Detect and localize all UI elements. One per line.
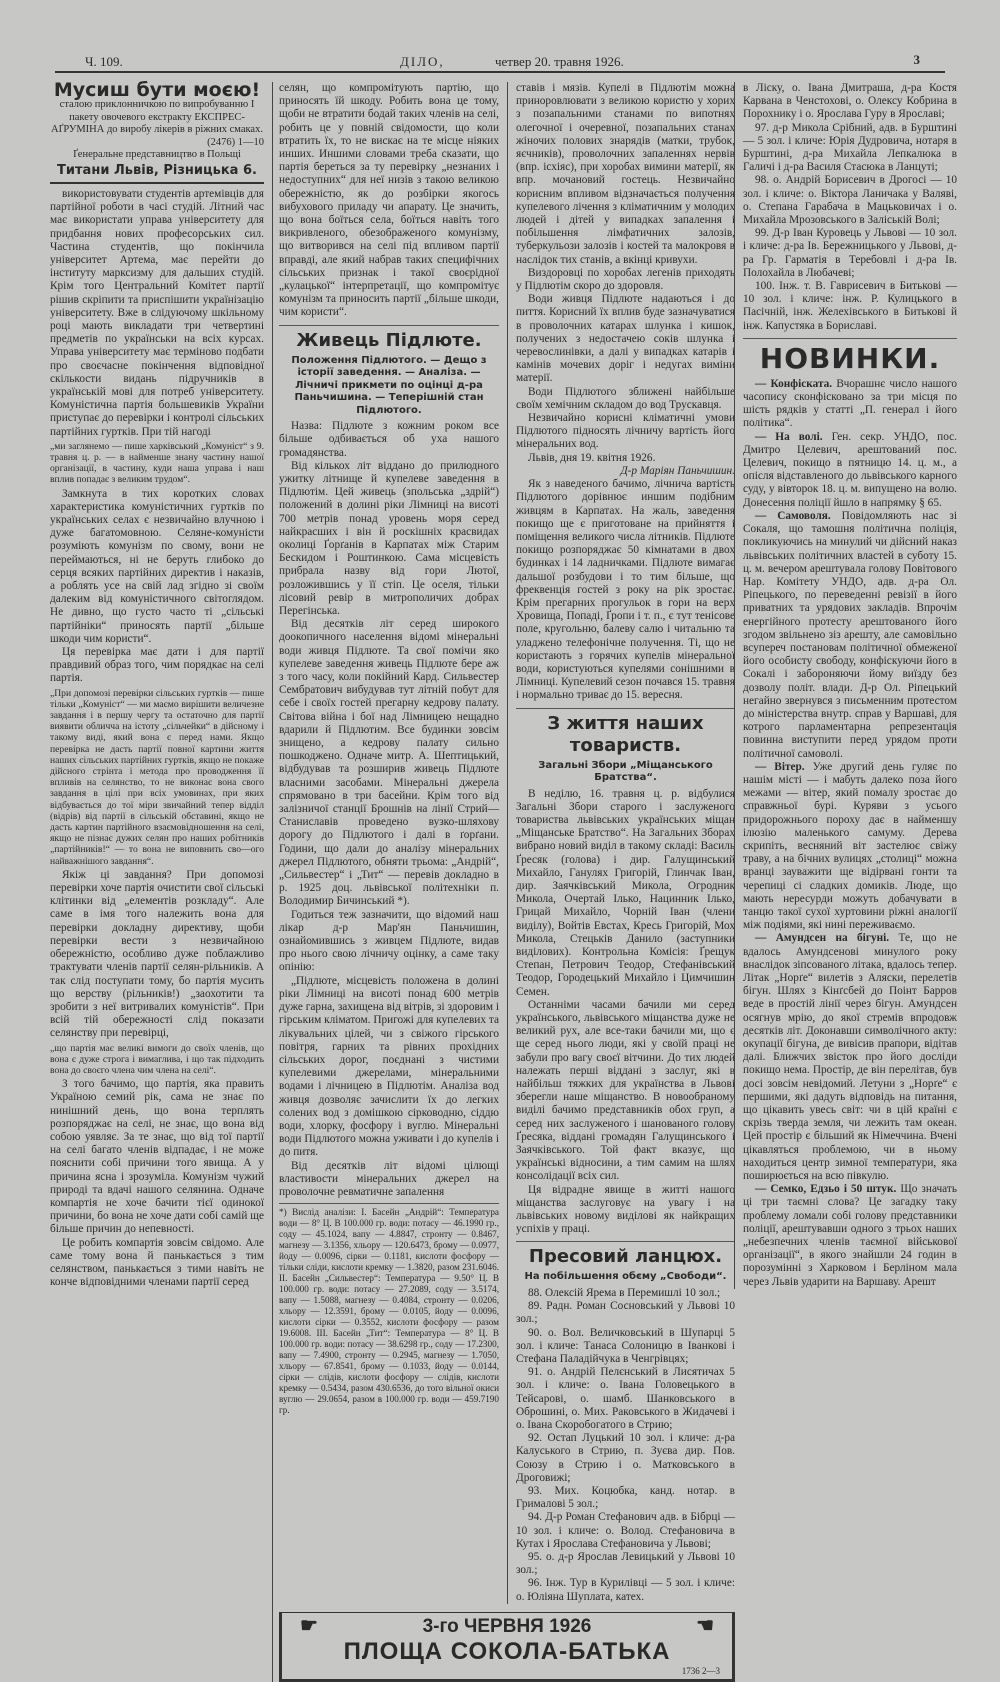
ad-agent: Ґенеральне представництво в Польщі: [73, 149, 241, 161]
news-item: [743, 510, 957, 761]
list-item: 93. Мих. Коцюбка, канд. нотар. в Грималові 5 зол.;: [516, 1485, 735, 1511]
signature: Д-р Маріян Паньчишин.: [620, 464, 735, 477]
pointing-hand-icon: ☛: [300, 1614, 318, 1637]
article-paragraph: Від десятків літ відомі цілющі властивости мінеральних джерел на проволочне ревматичне запалення: [279, 1159, 499, 1198]
list-item: 90. о. Вол. Величковський в Шупарці 5 зол. і кличе: Танаса Солоницю в Іванкові і Стефана Паладійчука в Ченгрівцях;: [516, 1326, 735, 1365]
news-lead: — Самоволя.: [755, 509, 831, 522]
list-item: 88. Олексій Ярема в Перемишлі 10 зол.;: [528, 1286, 721, 1299]
article-paragraph: Годиться теж зазначити, що відомий наш лікар д-р Мар'ян Паньчишин, ознайомившись з живцем Підлюте, видав про нього свою лічничу оцінку, а саме таку опінію:: [279, 908, 499, 974]
news-item: [743, 378, 957, 431]
ad-place: ПЛОЩА СОКОЛА-БАТЬКА: [343, 1637, 671, 1665]
list-item: в Ліску, о. Івана Дмитраша, д-ра Костя Карвана в Ченстохові, о. Олексу Кобрина в Порохнику і о. Ярослава Гуру в Ярославі;: [743, 82, 957, 121]
section-subheading: На побільшення обєму „Свободи“.: [524, 1271, 727, 1283]
news-text: Вчорашнє число нашого часопису сконфісковано за три місця по шість рядків у статті „П. генерал і його політика“.: [743, 377, 957, 430]
list-item: 94. Д-р Роман Стефанович адв. в Бібрці — 10 зол. і кличе: о. Волод. Стефановича в Кутах і Ярослава Стефановича у Львові;: [516, 1511, 735, 1550]
news-text: Що значать ці три таємні слова? Це загадку таку проблему ломали собі голову представники поліції, арештувавши одного з трьох наших „небезпечних членів таємної військової організації“, в якого знайшли 24 годин в порозумінні з Харковом і Берліном мала через Львів ударити на Варшаву. Арешт: [743, 1183, 957, 1288]
list-item: 99. Д-р Іван Куровець у Львові — 10 зол. і кличе: д-ра Ів. Бережницького у Львові, д-ра Гр. Гарматія в Теребовлі і д-ра Ів. Полохайла в Любачеві;: [743, 227, 957, 279]
middle-columns: [272, 82, 735, 1682]
news-item: [743, 431, 957, 510]
article-heading: Живець Підлюте.: [279, 325, 499, 352]
article-paragraph: Води Підлютого зближені найбільше своїм хемічним складом до вод Трускавця.: [516, 385, 735, 411]
list-item: 91. о. Андрій Пелєнський в Лисятичах 5 зол. і кличе: о. Івана Головецького в Тейсарові, о. шамб. Шанковського в Оброшині, о. Мих. Раковського в Жидачеві і о. Івана Скоробогатого в Стрию;: [516, 1366, 735, 1431]
news-text: Уже другий день гуляє по нашім місті — і мабуть далеко поза його межами — вітер, який помалу зростає до справжньої бурі. Куряви з усього придорожнього пороху дає в найменшу ілюзію маленького самуму. Дерева скрипіть, весняний віт застелює свіжу траву, а на бічних вулицях „столиці“ можна вранці зауважити ще відірвані гонти та черепиці сі сладких домиків. Люде, що мають нересурди можуть добачувати в танцю такої сухої хуртовини ріжні аналогії між подіями, які нині переживаємо.: [743, 760, 958, 932]
article-paragraph: В неділю, 16. травня ц. р. відбулися Загальні Збори старого і заслуженого товариства львівських українських міщан „Міщанське Братство“. На Загальних Зборах вибрано новий виділ в такому складі: Василь Ґресяк (голова) і дир. Галущинський Михайло, Ганулях Григорій, Глинчак Іван, дир. Заячківський Микола, Огродник Микола, Очертай Ілько, Нацинник Ілько, Грицай Михайло, Чорній Іван (члени виділу), Войтів Евстах, Кресь Григорій, Мох Микола, Стецьків Данило (заступники виділових). Контрольна Комісія: Ґрещук Степан, Петрович Теодор, Стефанівський Теодор, Городецький Михайло і Цимчишин Семен.: [516, 787, 735, 998]
article-paragraph: Як з наведеного бачимо, лічнича вартість Підлютого дорівнює иншим подібним живцям в Карпатах. На жаль, заведення покищо ще є приготоване на прийняття і поміщення великого числа літників. Підлюте покищо розпоряджає 50 кімнатами в двох будинках і 14 ладничками. Підлюте вимагає дальшої розбудови і то тим більше, що фреквенція гостей з року на рік зростає. Крім прегарних прогульок в гори на верх Хровища, Попаді, Ґропи і т. п., є тут тенісове поле, кругольню, балеву салю і читальню та уладжено телефонічне получення. Ті, що не користають з горячих купелів мінеральної води, користуються купелями сонішними в Лімниці. Купелевий сезон почався 15. травня і нормально триває до 15. вересня.: [516, 478, 735, 702]
ad-date: 3-го ЧЕРВНЯ 1926: [422, 1615, 592, 1637]
list-item: 100. Інж. т. В. Гаврисевич в Битькові — 10 зол. і кличе: інж. Р. Кулицького в Пасічній, інж. Желехівського в Битькові й інж. Капустяка в Бориславі.: [743, 280, 957, 332]
article-paragraph: Ця перевірка має дати і для партії правдивий образ того, чим порядкає на селі партія.: [50, 646, 264, 685]
column-3: [507, 82, 735, 1604]
news-lead: — Амундсен на бігуні.: [755, 932, 890, 945]
date-line: Львів, дня 19. квітня 1926.: [528, 451, 656, 464]
advertisement-bottom: [279, 1612, 735, 1682]
article-paragraph: Якіж ці завдання? При допомозі перевірки хоче партія очистити свої сільські клітинки від „елементів розкладу“. Але саме в імя того належить вона для перевірки докладну директиву, щоби перевірки вести з незвичайною обережністю, особливо дуже поблажливо трактувати членів партії селян-рільників. А так слід поступати тому, бо партія мусить що верству (рільників!) „заохотити та зробити з неї витривалих комуністів“. При всій тій обережності слід показати селянству при перевірці,: [50, 868, 264, 1040]
article-paragraph: Останніми часами бачили ми серед українського, львівського міщанства дуже не великий рух, але все-таки бачили ми, що є ще серед нього люди, які у своїй праці не забули про вагу своєї вітчини. До тих людей належать перші віддані з заслуг, які в найбільш тяжких для українства в Львові зберегли наше міщанство. В новообраному виділі бачимо представників обох груп, а серед них заслуженого і шанованого голову Ґресяка, віддані громадян Галущинського і Заячківського. Той факт вказує, що українські відносини, а тим самим на шлях консолідації всіх сил.: [516, 998, 735, 1183]
article-paragraph: Незвичайно корисні кліматичні умови Підлютого підносять лічничу вартість його мінеральних вод.: [516, 412, 735, 451]
list-item: 98. о. Андрій Борисевич в Дрогосі — 10 зол. і кличе: о. Віктора Ланичака у Валяві, о. Степана Гарабача в Мацьковичах і о. Михайла Мрозовського в Заліській Волі;: [743, 174, 957, 227]
news-lead: — Семко, Едзьо і 50 штук.: [755, 1183, 897, 1196]
quote: „що партія має великі вимоги до своїх членів, що вона є дуже строга і вимаглива, і що так підходить вона до своєго члена чим члена на селі“.: [50, 1042, 264, 1076]
article-paragraph: Води живця Підлюте надаються і до пиття. Корисний їх вплив буде зазначуватися в проволочних катарах шлунка і кишок, получених з недостачею соків шлунка і черевослинівки, а далі у випадках катарів і камінів мочевих доріг і недугах виміни матерії.: [516, 293, 735, 385]
article-paragraph: використовувати студентів артемівців для партійної роботи в часі студій. Літний час має використати управа університету для придбання нових професорських сил. Частина студентів, що покінчила університет Артема, має перейти до інституту марксизму для дальших студій. Крім того Центральний Комітет партії рішив скріпити та приспішити українізацію університету. Вже в слідуючому шкільному році мають викладати три четвертині предметів по українськи на всіх курсах. Управа університету має терміново подбати про своєчасне покінчення відповідної скількости видань підручників в українській мові для потреб університету. Комуністична партія большевиків України приступає до перевірки і контролі сільських партійних гуртків. При тій нагоді: [50, 187, 264, 438]
list-item: 96. Інж. Тур в Курилівці — 5 зол. і кличе: о. Юліяна Шуплата, катех.: [516, 1577, 735, 1603]
article-subheading: Положення Підлютого. — Дещо з історії заведення. — Аналіза. — Лічничі прикмети по оцінці д-ра Паньчишина. — Теперішній стан Підлютого.: [291, 354, 487, 416]
article-paragraph: селян, що компромітують партію, що приносять їй шкоду. Робить вона це тому, щоби не втратити бодай таких членів на селі, робить це у повній свідомости, що коли втратить їх, то не вискає на те місце ніяких инших. Иншими словами треба сказати, що партія береться за ту перевірку „незнаних і недоступних“ для неї низів з такою великою обережністю, як до розбірки якогось вибухового приладу чи апарату. Це значить, що вона боїться села, боїться навіть того викривленого, обезображеного комунізму, що витворився на селі під впливом партії вправді, але який набрав таких специфічних сільських признак і такої своєрідної „кулацької“ інтерпретації, що компромітує комунізм та приносить партії „більше шкоди, чим користи“.: [279, 82, 499, 319]
ad-text: сталою приклонничкою по випробуванню І пакету овочевого екстракту ЕКСПРЕС-АҐРУМІНА до виробу лікерів в ріжних смаках.: [51, 99, 263, 136]
section-subheading: Загальні Збори „Міщанського Братства“.: [538, 759, 713, 784]
news-text: Ген. секр. УНДО, пос. Дмитро Целевич, арештований пос. Целевич, покищо в пятницю 14. ц. м., а опісля відставленого до львівського карного суду, у вівторок 18. ц. м. випущено на волю. Донесення поліції йшло в напрямку § 65.: [743, 430, 957, 509]
page-number: 3: [913, 52, 920, 67]
pointing-hand-icon: ☚: [696, 1614, 714, 1637]
issue-date: четвер 20. травня 1926.: [495, 54, 624, 69]
quote: „ми заглянемо — пише харківський „Комуніст“ з 9. травня ц. р. — в найменше знану частину нашої організації, в частину, куди наша управа і наш вплив попадає з великим трудом“.: [50, 440, 264, 486]
list-item: 95. о. д-р Ярослав Левицький у Львові 10 зол.;: [516, 1551, 735, 1577]
news-item: [743, 761, 957, 933]
article-paragraph: Замкнута в тих коротких словах характеристика комуністичних гуртків по українських селах є незвичайно влучною і дуже багатомовною. Селяне-комуністи розуміють комунізм по свому, вони не переймаються, ні не беруть глибоко до серця всяких партійних директив і наказів, а роблять усе на свій лад згідно зі своїм далеким від комуністичного світоглядом. Не дивно, що густо часто ті „сільські партійніки“ приносять партії „більше шкоди чим користи“.: [50, 487, 264, 645]
column-4: [734, 82, 957, 1289]
column-2: [279, 82, 499, 1604]
list-item: 92. Остап Луцький 10 зол. і кличе: д-ра Калуського в Стрию, п. Зуєва дир. Пов. Союзу в Стрию і о. Матковського в Дроговижі;: [516, 1432, 735, 1484]
column-1: [50, 79, 264, 1289]
news-heading: НОВИНКИ.: [743, 338, 957, 375]
header-rule: [55, 71, 945, 73]
section-heading: З життя наших товариств.: [516, 708, 735, 757]
section-heading: Пресовий ланцюх.: [516, 1241, 735, 1268]
article-paragraph: Ця відрадне явище в житті нашого міщанства заслуговує на увагу і на львівських новому виділові як найкращих успіхів у праці.: [516, 1183, 735, 1236]
ad-title: Мусиш бути моєю!: [53, 79, 261, 101]
ad-address: Титани Львів, Різницька 6.: [57, 162, 257, 178]
ad-code: (2476) 1—10: [207, 136, 264, 148]
news-lead: — Вітер.: [755, 760, 805, 773]
article-paragraph: З того бачимо, що партія, яка править Україною семий рік, сама не знає по нинішний день, що вона терплять розпоряджає на селі, не знає, що вона від собою уявляє. За те знає, що від тої партії на селі багато членів відпадає, і не може пояснити собі причини того явища. А у причина ясна і зрозуміла. Комунізм чужий природі та вдачі нашого селянина. Одначе компартія не хоче бачити тієї одинокої причини, бо вона не хоче дати собі самій ще більше причин до непевності.: [50, 1078, 264, 1236]
list-item: 97. д-р Микола Срібний, адв. в Бурштині — 5 зол. і кличе: Юрія Дудровича, нотаря в Бурштині, д-ра Михайла Лепкалюка в Галичі і д-ра Василя Стасюка в Ланцуті;: [743, 121, 957, 174]
list-item: 89. Радн. Роман Сосновський у Львові 10 зол.;: [516, 1300, 735, 1326]
ad-code: 1736 2—3: [681, 1665, 720, 1676]
quote: „При допомозі перевірки сільських гуртків — пише тільки „Комуніст“ — ми маємо вирішити величезне завдання і в першу чергу та остаточно для партії виявити обличча на істоту „сільчейки“ в дійсному і такому виді, який вона є перед нами. Якщо перевірка не дасть партії повної картини життя наших сільських партійних гуртків, якщо не покаже дійсного стрінта і метода про проводження її впливів на селянство, то не виконає вона свого завдання в цілі при всіх умовинах, при яких відбувається до тої міри звичайний тепер відділ (відрів) від партії в сільській обставині, якщо не дасть картин партійного взаємовідношення на селі, якщо не пізнає дужих селян про наших робітників „партійників!“ — то вона не виповнить сво—ого найважнішого завдання“.: [50, 687, 264, 867]
article-paragraph: Це робить компартія зовсім свідомо. Але саме тому вона й панькається з тим селянством, панькається з тими навіть не конче відповідними членами партії серед: [50, 1236, 264, 1289]
news-lead: — Конфіската.: [755, 377, 833, 390]
advertisement-top: [50, 79, 264, 184]
article-paragraph: Від кількох літ віддано до прилюдного ужитку літнище й купелеве заведення в Підлютім. Цей живець (зпольська „здрій“) положений в долині ріки Лімниці на висоті 700 метрів понад уровень моря серед найкрасших і він й роскішніх красвидах околиці Ґорґанів в Карпатах між Старим Бескидом і Роштинкою. Сама місцевість прибрала назву від гори Лютої, розложившись у її стіп. Це оселя, тільки лісовий ревір в митрополичих добрах Перегінська.: [279, 459, 499, 617]
article-paragraph: Виздоровці по хоробах легенів приходять у Підлютім скоро до здоровля.: [516, 266, 735, 293]
article-paragraph: Назва: Підлюте з кожним роком все більше одбивається об уха нашого громадянства.: [279, 420, 499, 459]
article-paragraph: „Підлюте, місцевість положена в долині ріки Лімниці на висоті понад 600 метрів дуже гарна, захищена від вітрів, зі здоровим і гірським кліматом. Пригожі для купелевих та лікувальних цілей, чи з свіжого гірського повітря, гарних та рівних прохідних сільських дорог, поєднані з чистими купелевими джерелами, мінеральними водами і лічницею в Підлютім. Аналіза вод живця дозволяє зачислити їх до легких солених вод з домішкою сірководню, сіддю води, хлорку, фосфору і вуглю. Мінеральні води Підлютого можна уживати і до купелів і до питя.: [279, 974, 499, 1159]
issue-number: Ч. 109.: [85, 54, 123, 69]
news-item: [743, 1183, 957, 1289]
page-header: [55, 52, 945, 72]
article-paragraph: ставів і мязів. Купелі в Підлютім можна приноровлювати з великою користю у хорих з позапальними станами по випотнях олегочної і очеревної, позапальних станах жіночих полових знарядів (матки, трубок, яєчників), проволочних запаленнях нервів (впр. ісхіяс), при хоробах вимини матерії, як впр. мочановий гостець. Незвичайно корисним впливом відзначається получення купелевого лічення з кліматичним у молодих людей і дітей у випадках запалення і побільшення лімфатичних залозів, туберкульози залозів і костей та малокровя в наслідок тих станів, а вкінці кривухи.: [516, 82, 735, 266]
news-text: Повідомляють нас зі Сокаля, що тамошня політична поліція, покликуючись на минулий чи дійсний наказ львівських політичних властей в суботу 15. ц. м. вечером арештувала голову Повітового Нар. Комітету УНДО, адв. д-ра Ол. Ріпецького, по переведенні ревізії в його приватних та урядових закладів. Впрочім енергійного протесту арештованого його згодом звільнено зіз арешту, але самовільно всупереч постановам політичної обмеженої його особисту свободу, конфіскуючи його в Сокалі і забороняючи йому виїзду без дозволу політ. влади. Д-р Ол. Ріпецький негайно звернувся з письменним протестом до міністерства внутр. справ у Варшаві, для котрого парламентарна репрезентація повинна виступити перед урядом проти політичної самоволі.: [743, 509, 957, 760]
newspaper-title: ДІЛО,: [400, 54, 445, 69]
news-item: [743, 932, 957, 1183]
article-paragraph: Від десятків літ серед широкого доокопичного населення відомі мінеральні води живця Підлюте. Та свої помічи яко купелеве заведення живець Підлюте бере аж з того часу, коли покійний Кард. Сильвестер Сембратович вибудував тут літній побут для себе і своїх гостей прегарну кедрову палату. Світова війна і бої над Лімницею нещадно вдарили й Підлютим. Все будинки зовсім знищено, а кедрову палату сильно пошкоджено. Одначе митр. А. Шептицький, відбудував та розширив живець Підлюте власними засобами. Мінеральні джерела спрямовано в три басейни. Крім того від залізничої станції Брошнів на лінії Стрий—Станиславів проведено вузко-шляхову дорогу до Підлютого і далі в ґорґани. Години, що дали до аналізу мінеральних джерел Підлютого, обняти трьома: „Андрій“, „Сильвестер“ і „Тит“ — перевів докладно в р. 1925 доц. львівської політехніки п. Володимир Бичинський *).: [279, 618, 499, 908]
footnote: *) Вислід аналізи: І. Басейн „Андрій“: Температура води — 8° Ц. В 100.000 гр. води: потасу — 46.1990 гр., соду — 45.1024, вапу — 4.8847, стронту — 0.8467, магнезу — 3.1356, хльору — 120.6473, брому — 0.0977, йоду — 0.0096, сірки — 0.1181, кислоти фосфору — тільки сліди, кислоти кремку — 1.3820, разом 231.6046. ІІ. Басейн „Сильвестер“: Температура — 9.50° Ц. В 100.000 гр. води: потасу — 27.2089, соду — 3.5174, вапу — 1.5088, магнезу — 0.4084, стронту — 0.0206, хльору — 12.3591, брому — 0.0105, йоду — 0.0096, кислоти сірки — 0.3552, кислоти фосфору — разом 19.6008. ІІІ. Басейн „Тит“: Температура — 8° Ц. В 100.000 гр. води: потасу — 38.6298 гр., соду — 17.2300, вапу — 7.4900, стронту — 0.2945, магнезу — 1.7050, хльору — 67.8541, брому — 0.1033, йоду — 0.0144, сірки — слідів, кислоти фосфору — слідів, кислоти кремку — 0.5434, разом 430.6536, до того вільної окиси вуглю — 29.0654, разом в 100.000 гр. води — 459.7190 гр.: [279, 1203, 499, 1416]
news-lead: — На волі.: [755, 430, 823, 443]
news-text: Те, що не вдалось Амундсенові минулого року внаслідок зіпсованого літака, вдалось тепер. Літак „Норґе“ вилетів з Аляски, перелетів бігун. Шлях з Кінґсбей до Поінт Барров веде в простій лінії через бігун. Амундсен осягнув мрію, до якої стремів впродовж десятків літ. Доконавши символічного акту: окупації бігуна, де вивісив прапори, відітав далі. Ближчих звісток про його досліди покищо нема. Простір, де він перелітав, був досі зовсім невідомий. Летуни з „Норґе“ є першими, які дадуть відповідь на питання, що цікавить увесь світ: чи в цій країні є скрізь тверда земля, чи лежить там океан. Цей простір є більший як Німеччина. Вчені цікавляться проблемою, чи в ньому находиться центр зимної температури, яка поширюється на всю півкулю.: [743, 932, 957, 1183]
